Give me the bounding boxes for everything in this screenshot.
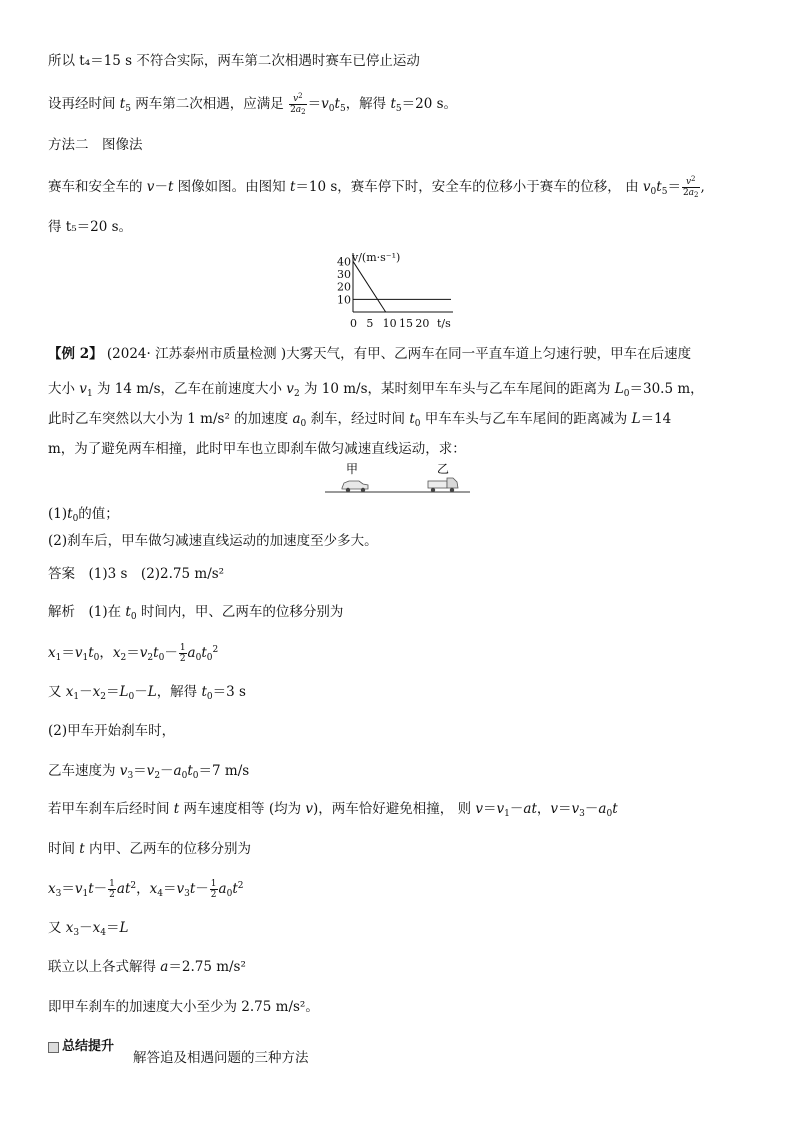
cars-figure xyxy=(325,462,475,496)
example-line: 【例 2】 (2024· 江苏泰州市质量检测 )大雾天气，有甲、乙两车在同一平直车道上匀速行驶，甲车在后速度 xyxy=(48,346,692,362)
y-tick-label: 40 xyxy=(337,255,351,269)
example-line: 大小 $v_1$ 为 14 m/s，乙车在前速度大小 $v_2$ 为 10 m/s，某时刻甲车车头与乙车车尾间的距离为 $L_0=30.5$ m， xyxy=(48,381,704,399)
summary-text: 解答追及相遇问题的三种方法 xyxy=(133,1050,309,1066)
car-jia-icon xyxy=(342,481,368,492)
example-line: m，为了避免两车相撞，此时甲车也立即刹车做匀减速直线运动，求： xyxy=(48,441,466,457)
y-axis-label: v/(m·s⁻¹) xyxy=(352,251,401,264)
answer-line: 答案 (1)3 s (2)2.75 m/s² xyxy=(48,566,225,582)
analysis-line: 若甲车刹车后经时间 t 两车速度相等 (均为 v)，两车恰好避免相撞， 则 $v=v_1-at$，$v=v_3-a_0t$ xyxy=(48,801,618,819)
text-line: 所以 t₄＝15 s 不符合实际，两车第二次相遇时赛车已停止运动 xyxy=(48,53,420,69)
section-heading: 方法二 图像法 xyxy=(48,137,143,153)
analysis-eq: 又 $x_1-x_2=L_0-L$，解得 $t_0=3$ s xyxy=(48,684,246,702)
y-tick-label: 30 xyxy=(337,268,351,281)
example-source: (2024· 江苏泰州市质量检测 ) xyxy=(106,346,287,362)
analysis-line: 时间 t 内甲、乙两车的位移分别为 xyxy=(48,841,252,857)
text-line: 设再经时间 $t_5$ 两车第二次相遇，应满足 $\frac{v^2}{2a_2}$ $=v_0t_5$，解得 $t_5=20$ s。 xyxy=(48,92,458,116)
y-tick-label: 10 xyxy=(337,293,351,307)
analysis-line: 解析 (1)在 $t_0$ 时间内，甲、乙两车的位移分别为 xyxy=(48,604,344,622)
analysis-eq: $x_3=v_1t-$ $\frac{1}{2}$ $at^2$，$x_4=v_3t-$ $\frac{1}{2}$ $a_0t^2$ xyxy=(48,879,244,900)
analysis-eq: 乙车速度为 $v_3=v_2-a_0t_0=7$ m/s xyxy=(48,763,250,781)
analysis-eq: 又 $x_3-x_4=L$ xyxy=(48,920,129,938)
series-line-1 xyxy=(353,261,386,312)
text-line: 赛车和安全车的 v－t 图像如图。由图知 t＝10 s，赛车停下时，安全车的位移小于赛车的位移， 由 $v_0t_5=$ $\frac{v^2}{2a_2}$ , xyxy=(48,175,705,199)
text-line: 得 t₅＝20 s。 xyxy=(48,219,133,235)
analysis-line: 即甲车刹车的加速度大小至少为 2.75 m/s²。 xyxy=(48,999,319,1015)
x-tick-label: 0 xyxy=(350,317,357,330)
car-jia-label: 甲 xyxy=(346,462,359,476)
example-tag: 【例 2】 xyxy=(48,346,103,362)
summary-tag: 总结提升 xyxy=(62,1039,115,1054)
summary-square-icon xyxy=(48,1042,59,1053)
x-tick-label: 15 xyxy=(399,317,413,330)
question-1: $(1)t_0$的值； xyxy=(48,506,119,524)
x-tick-label: 5 xyxy=(366,317,374,330)
analysis-line: 联立以上各式解得 a＝2.75 m/s² xyxy=(48,959,246,975)
question-2: (2)刹车后，甲车做匀减速直线运动的加速度至少多大。 xyxy=(48,533,378,549)
car-yi-icon xyxy=(428,478,458,492)
chart-ticks xyxy=(337,255,429,330)
example-line: 此时乙车突然以大小为 1 m/s² 的加速度 $a_0$ 刹车，经过时间 $t_0$ 甲车车头与乙车车尾间的距离减为 L＝14 xyxy=(48,411,672,429)
vt-chart xyxy=(335,250,460,330)
x-axis-label: t/s xyxy=(437,317,451,330)
x-tick-label: 20 xyxy=(415,317,430,330)
analysis-eq: $x_1=v_1t_0$，$x_2=v_2t_0-$ $\frac{1}{2}$ $a_0t_0^2$ xyxy=(48,643,219,664)
chart-series xyxy=(353,261,451,312)
car-yi-label: 乙 xyxy=(437,462,450,476)
y-tick-label: 20 xyxy=(337,280,351,294)
analysis-line: (2)甲车开始刹车时， xyxy=(48,723,176,739)
x-tick-label: 10 xyxy=(382,317,397,330)
